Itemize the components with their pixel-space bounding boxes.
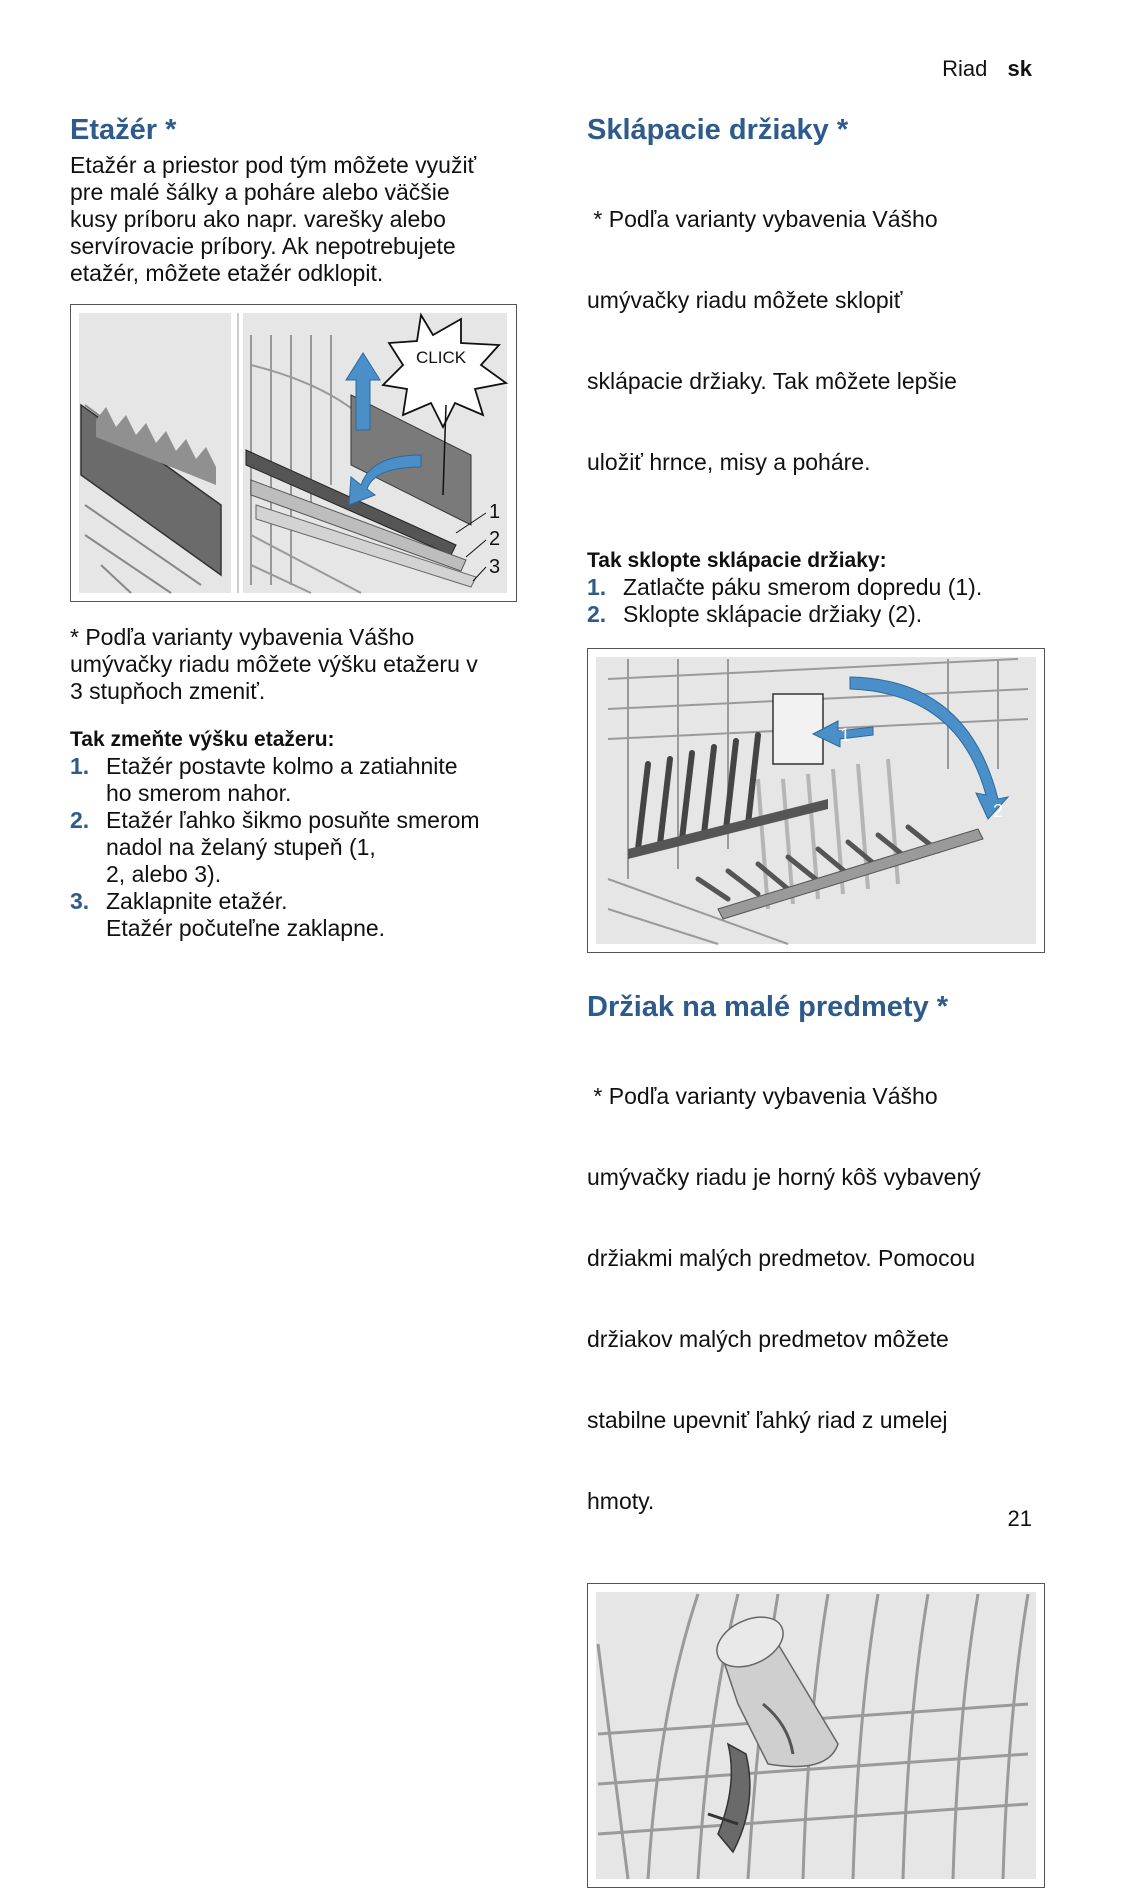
step-item [70, 807, 532, 888]
sklapacie-steps [587, 574, 1049, 628]
step-text: nadol na želaný stupeň (1, [106, 834, 376, 860]
step-text: Zatlačte páku smerom dopredu (1). [623, 574, 983, 600]
step-text: ho smerom nahor. [106, 780, 292, 806]
intro-line: stabilne upevniť ľahký riad z umelej [587, 1407, 948, 1433]
etazer-intro [70, 152, 532, 287]
intro-line: pre malé šálky a poháre alebo väčšie [70, 179, 450, 205]
click-label: CLICK [416, 348, 467, 367]
intro-line: sklápacie držiaky. Tak môžete lepšie [587, 368, 957, 394]
intro-line: Etažér a priestor pod tým môžete využiť [70, 152, 477, 178]
step-item [587, 574, 1049, 601]
header-language: sk [1007, 56, 1032, 81]
etazer-illustration [70, 304, 517, 602]
intro-line: * Podľa varianty vybavenia Vášho [587, 206, 938, 232]
etazer-steps [70, 753, 532, 942]
sklapacie-intro [587, 152, 1049, 530]
arrow-label-2: 2 [993, 801, 1004, 821]
sklapacie-illustration [587, 648, 1045, 953]
step-text: Zaklapnite etažér. [106, 888, 288, 914]
step-item [70, 888, 532, 942]
step-text: Etažér postavte kolmo a zatiahnite [106, 753, 458, 779]
sklapacie-title: Sklápacie držiaky * [587, 114, 849, 146]
intro-line: uložiť hrnce, misy a poháre. [587, 449, 871, 475]
etazer-note [70, 624, 532, 705]
drziak-drawing [588, 1584, 1044, 1887]
intro-line: držiakmi malých predmetov. Pomocou [587, 1245, 976, 1271]
drziak-intro [587, 1029, 1049, 1569]
step-number: 1. [70, 753, 90, 779]
step-number: 1. [587, 574, 607, 600]
sklapacie-drawing [588, 649, 1044, 952]
etazer-drawing [71, 305, 516, 601]
intro-line: servírovacie príbory. Ak nepotrebujete [70, 233, 456, 259]
intro-line: etažér, môžete etažér odklopit. [70, 260, 384, 286]
drziak-title: Držiak na malé predmety * [587, 991, 949, 1023]
etazer-subhead: Tak zmeňte výšku etažeru: [70, 728, 335, 751]
step-number: 2. [587, 601, 607, 627]
note-line: umývačky riadu môžete výšku etažeru v [70, 651, 478, 677]
note-line: * Podľa varianty vybavenia Vášho [70, 624, 415, 650]
arrow-label-1: 1 [840, 725, 851, 745]
level-label-2: 2 [489, 528, 501, 550]
level-label-3: 3 [489, 556, 501, 578]
step-item [587, 601, 1049, 628]
step-text: 2, alebo 3). [106, 861, 222, 887]
intro-line: umývačky riadu je horný kôš vybavený [587, 1164, 981, 1190]
right-column [587, 112, 1049, 1888]
note-line: 3 stupňoch zmeniť. [70, 678, 266, 704]
intro-line: umývačky riadu môžete sklopiť [587, 287, 903, 313]
intro-line: hmoty. [587, 1488, 655, 1514]
left-column [70, 112, 532, 942]
step-number: 2. [70, 807, 90, 833]
step-text: Etažér počuteľne zaklapne. [106, 915, 386, 941]
sklapacie-subhead: Tak sklopte sklápacie držiaky: [587, 549, 887, 572]
etazer-title: Etažér * [70, 114, 177, 146]
step-number: 3. [70, 888, 90, 914]
intro-line: * Podľa varianty vybavenia Vášho [587, 1083, 938, 1109]
intro-line: držiakov malých predmetov môžete [587, 1326, 949, 1352]
header-section: Riad [942, 56, 988, 81]
step-item [70, 753, 532, 807]
drziak-illustration [587, 1583, 1045, 1888]
lever [773, 694, 823, 764]
page-number: 21 [1007, 1506, 1032, 1531]
page-header [942, 56, 1032, 82]
step-text: Etažér ľahko šikmo posuňte smerom [106, 807, 480, 833]
intro-line: kusy príboru ako napr. varešky alebo [70, 206, 446, 232]
level-label-1: 1 [489, 501, 501, 523]
step-text: Sklopte sklápacie držiaky (2). [623, 601, 923, 627]
